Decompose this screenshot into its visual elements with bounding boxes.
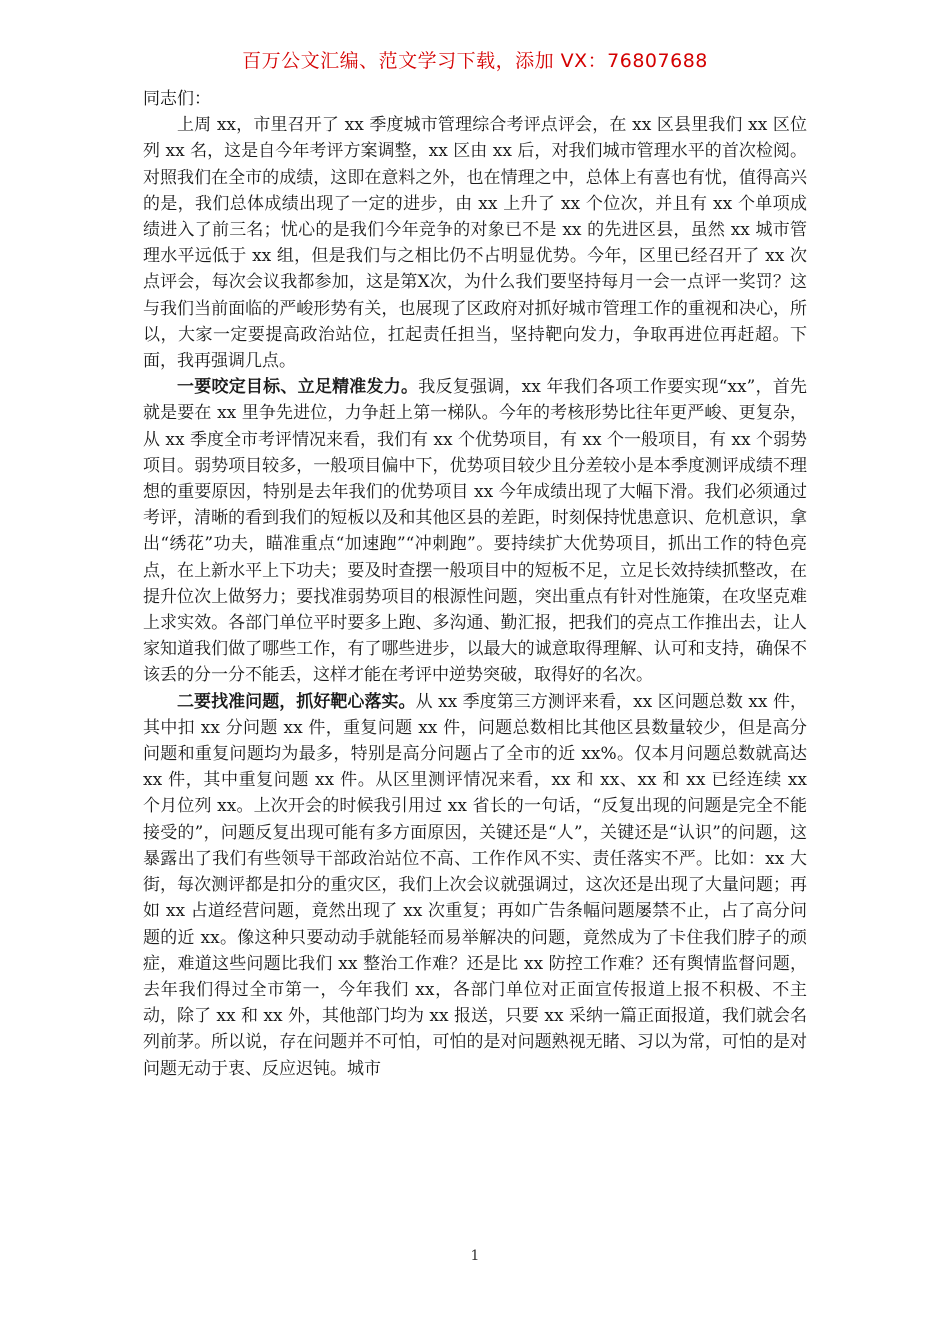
document-body (143, 86, 807, 1082)
salutation: 同志们： (143, 89, 211, 109)
watermark-banner: 百万公文汇编、范文学习下载，添加 VX：76807688 (242, 50, 708, 72)
paragraph-intro (143, 112, 807, 374)
paragraph-point-one (143, 374, 807, 688)
paragraph-point-two (143, 689, 807, 1082)
paragraph-heading: 一要咬定目标、立足精准发力。 (177, 377, 419, 398)
paragraph-text: 从 xx 季度第三方测评来看，xx 区问题总数 xx 件，其中扣 xx 分问题 xx 件，重复问题 xx 件，问题总数相比其他区县数量较少，但是高分问题和重复问题均为最多，特别是高分问题占了全市的近 xx%。仅本月问题总数就高达 xx 件，其中重复问题 xx 件。从区里测评情况来看，xx 和 xx、xx 和 xx 已经连续 xx 个月位列 xx。上次开会的时候我引用过 xx 省长的一句话，“反复出现的问题是完全不能接受的”，问题反复出现可能有多方面原因，关键还是“人”，关键还是“认识”的问题，这暴露出了我们有些领导干部政治站位不高、工作作风不实、责任落实不严。比如：xx 大街，每次测评都是扣分的重灾区，我们上次会议就强调过，这次还是出现了大量问题；再如 xx 占道经营问题，竟然出现了 xx 次重复；再如广告条幅问题屡禁不止，占了高分问题的近 xx。像这种只要动动手就能轻而易举解决的问题，竟然成为了卡住我们脖子的顽症，难道这些问题比我们 xx 整治工作难？还是比 xx 防控工作难？还有舆情监督问题，去年我们得过全市第一，今年我们 xx，各部门单位对正面宣传报道上报不积极、不主动，除了 xx 和 xx 外，其他部门均为 xx 报送，只要 xx 采纳一篇正面报道，我们就会名列前茅。所以说，存在问题并不可怕，可怕的是对问题熟视无睹、习以为常，可怕的是对问题无动于衷、反应迟钝。城市 (143, 691, 808, 1079)
paragraph-text: 我反复强调，xx 年我们各项工作要实现“xx”，首先就是要在 xx 里争先进位，力争赶上第一梯队。今年的考核形势比往年更严峻、更复杂，从 xx 季度全市考评情况来看，我们有 xx 个优势项目，有 xx 个一般项目，有 xx 个弱势项目。弱势项目较多，一般项目偏中下，优势项目较少且分差较小是本季度测评成绩不理想的重要原因，特别是去年我们的优势项目 xx 今年成绩出现了大幅下滑。我们必须通过考评，清晰的看到我们的短板以及和其他区县的差距，时刻保持忧患意识、危机意识，拿出“绣花”功夫，瞄准重点“加速跑”“冲刺跑”。要持续扩大优势项目，抓出工作的特色亮点，在上新水平上下功夫；要及时查摆一般项目中的短板不足，立足长效持续抓整改，在提升位次上做努力；要找准弱势项目的根源性问题，突出重点有针对性施策，在攻坚克难上求实效。各部门单位平时要多上跑、多沟通、勤汇报，把我们的亮点工作推出去，让人家知道我们做了哪些工作，有了哪些进步，以最大的诚意取得理解、认可和支持，确保不该丢的分一分不能丢，这样才能在考评中逆势突破，取得好的名次。 (143, 377, 808, 686)
page-number: 1 (470, 1248, 480, 1264)
paragraph-text: 上周 xx，市里召开了 xx 季度城市管理综合考评点评会，在 xx 区县里我们 xx 区位列 xx 名，这是自今年考评方案调整，xx 区由 xx 后，对我们城市管理水平的首次检阅。对照我们在全市的成绩，这即在意料之外，也在情理之中，总体上有喜也有忧，值得高兴的是，我们总体成绩出现了一定的进步，由 xx 上升了 xx 个位次，并且有 xx 个单项成绩进入了前三名；忧心的是我们今年竞争的对象已不是 xx 的先进区县，虽然 xx 城市管理水平远低于 xx 组，但是我们与之相比仍不占明显优势。今年，区里已经召开了 xx 次点评会，每次会议我都参加，这是第Ⅹ次，为什么我们要坚持每月一会一点评一奖罚？这与我们当前面临的严峻形势有关，也展现了区政府对抓好城市管理工作的重视和决心，所以，大家一定要提高政治站位，扛起责任担当，坚持靶向发力，争取再进位再赶超。下面，我再强调几点。 (143, 115, 807, 372)
paragraph-heading: 二要找准问题，抓好靶心落实。 (177, 691, 416, 712)
